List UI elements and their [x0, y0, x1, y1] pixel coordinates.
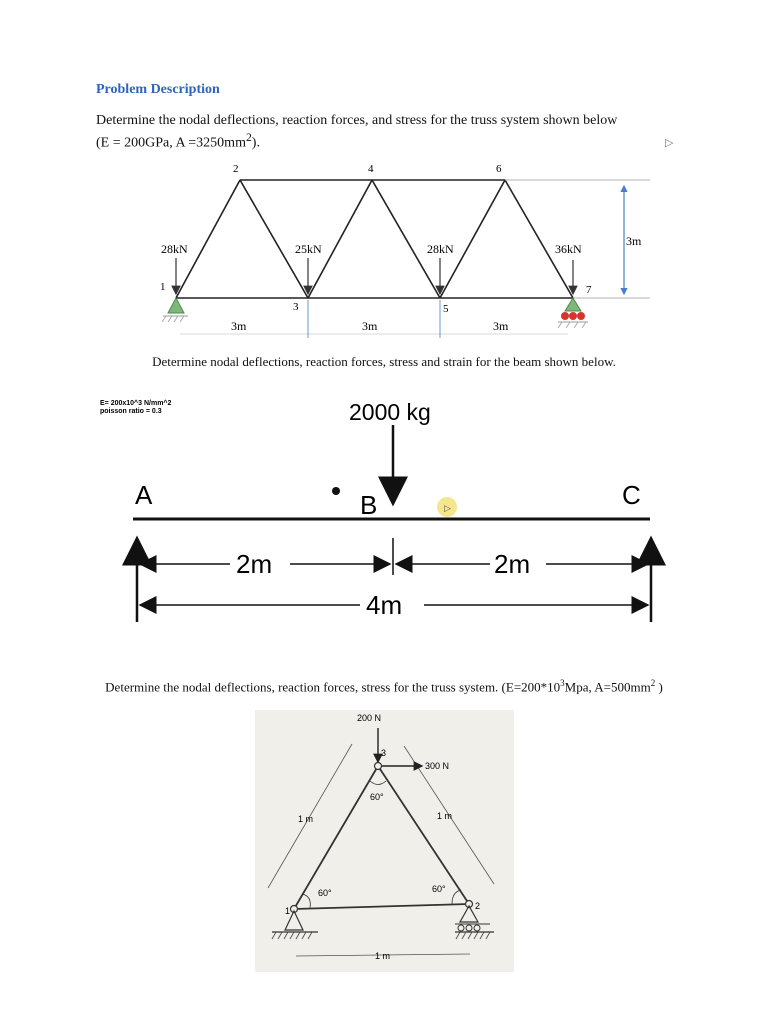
cursor-icon: ▷ [665, 136, 674, 149]
truss1-node-6: 6 [496, 163, 502, 175]
beam-diagram [0, 380, 768, 650]
problem-3-suffix: ) [655, 679, 663, 695]
problem-3-sup1: 3 [560, 678, 565, 688]
truss2-length-right: 1 m [437, 811, 453, 821]
pin-support-icon [162, 298, 188, 322]
page-heading: Problem Description [96, 82, 220, 97]
cursor-arrow-icon: ▷ [444, 503, 451, 513]
roller-support-icon [558, 298, 588, 328]
problem-3-mid: Mpa, A=500mm [564, 679, 651, 695]
beam-props-line1: E= 200x10^3 N/mm^2 [100, 400, 172, 407]
problem-2-statement: Determine nodal deflections, reaction forces, stress and strain for the beam shown below. [152, 354, 616, 369]
truss1-span-1: 3m [231, 319, 247, 333]
truss2-angle-top: 60° [370, 792, 384, 802]
truss-members [176, 180, 573, 298]
truss1-node-2: 2 [233, 163, 239, 175]
truss1-load-4: 36kN [555, 242, 582, 256]
truss1-node-5: 5 [443, 303, 449, 315]
truss1-node-1: 1 [160, 281, 166, 293]
problem-1-line2-suffix: ). [251, 135, 260, 151]
truss2-load-horizontal: 300 N [425, 761, 450, 771]
beam-point-c: C [622, 480, 641, 510]
beam-span-right: 2m [494, 549, 531, 579]
truss1-height-label: 3m [626, 234, 642, 248]
truss1-span-3: 3m [493, 319, 509, 333]
truss2-length-left: 1 m [298, 814, 314, 824]
truss2-length-bottom: 1 m [375, 951, 391, 961]
truss2-node-3: 3 [381, 748, 387, 758]
truss1-span-2: 3m [362, 319, 378, 333]
beam-span-total: 4m [366, 590, 403, 620]
beam-point-a: A [135, 480, 153, 510]
truss-diagram-1 [0, 0, 768, 345]
truss-diagram-2 [0, 706, 768, 976]
problem-1-line1: Determine the nodal deflections, reaction forces, and stress for the truss system shown below [96, 113, 618, 128]
problem-3-statement [0, 678, 768, 695]
truss1-node-3: 3 [293, 301, 299, 313]
truss1-node-7: 7 [586, 284, 592, 296]
truss2-angle-left: 60° [318, 888, 332, 898]
truss1-load-2: 25kN [295, 242, 322, 256]
marker-dot-icon [332, 487, 340, 495]
beam-props-line2: poisson ratio = 0.3 [100, 408, 162, 415]
truss2-node-1: 1 [285, 906, 291, 916]
beam-point-b: B [360, 490, 378, 520]
truss1-load-3: 28kN [427, 242, 454, 256]
truss2-angle-right: 60° [432, 884, 446, 894]
problem-3-prefix: Determine the nodal deflections, reaction forces, stress for the truss system. (E=200*10 [105, 679, 561, 695]
truss2-load-vertical: 200 N [357, 713, 382, 723]
beam-load-label: 2000 kg [349, 399, 431, 425]
truss1-load-1: 28kN [161, 242, 188, 256]
truss1-node-4: 4 [368, 163, 374, 175]
problem-1-line2-sup: 2 [245, 131, 252, 144]
beam-span-left: 2m [236, 549, 273, 579]
truss2-node-2: 2 [475, 901, 481, 911]
problem-1-line2-prefix: (E = 200GPa, A =3250mm [96, 135, 246, 151]
problem-3-sup2: 2 [650, 678, 656, 688]
